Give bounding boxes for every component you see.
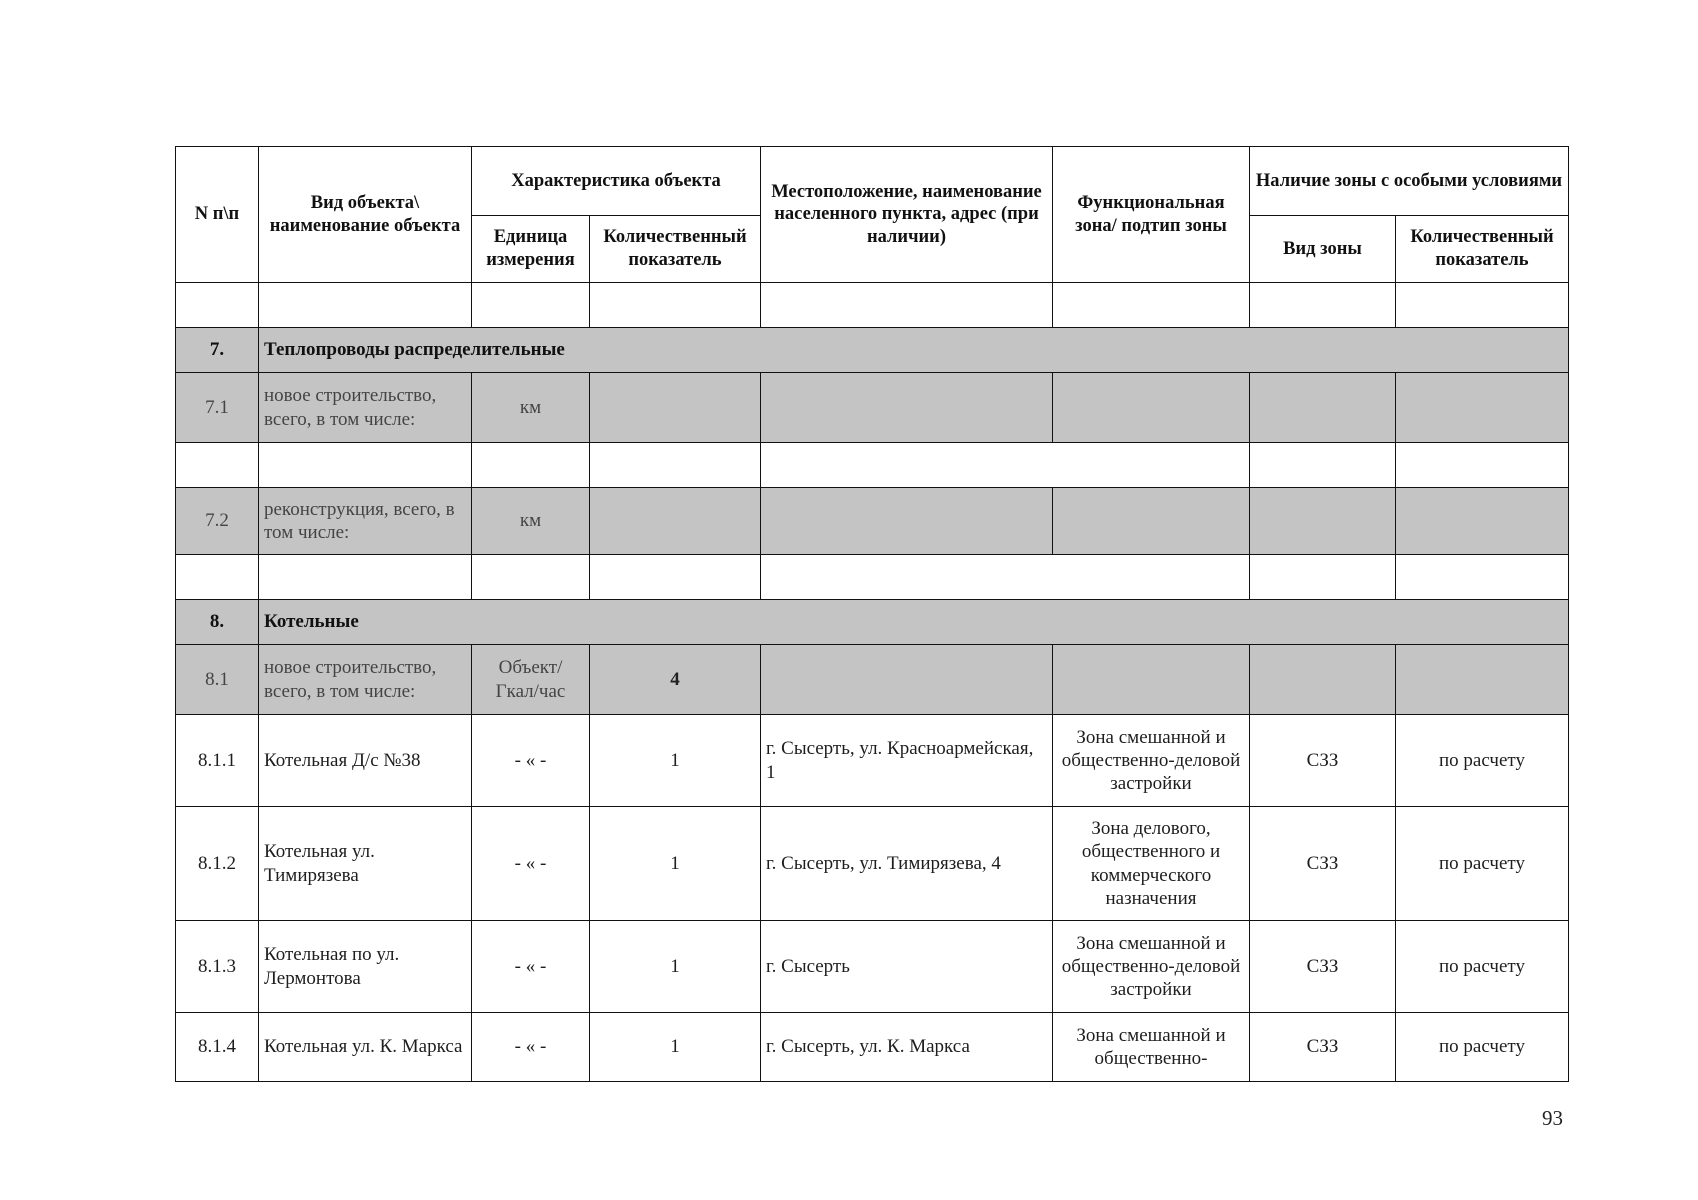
header-quantity: Количественный показатель: [590, 216, 761, 283]
header-unit: Единица измерения: [472, 216, 590, 283]
subsection-quantity: 4: [590, 645, 761, 715]
empty-row: [176, 443, 1569, 488]
subsection-quantity: [590, 373, 761, 443]
header-location: Местоположение, наименование населенного пункта, адрес (при наличии): [761, 147, 1053, 283]
location-cell: г. Сысерть: [761, 921, 1053, 1013]
zone-quantity-cell: по расчету: [1396, 715, 1569, 807]
header-object-type: Вид объекта\ наименование объекта: [259, 147, 472, 283]
section-row: [176, 600, 1569, 645]
object-name: Котельная ул. Тимирязева: [259, 807, 472, 921]
zone-type-cell: СЗЗ: [1250, 807, 1396, 921]
subsection-row: [176, 488, 1569, 555]
zone-cell: Зона смешанной и общественно-: [1053, 1013, 1250, 1082]
header-num: N п\п: [176, 147, 259, 283]
subsection-unit: км: [472, 488, 590, 555]
subsection-number: 7.2: [176, 488, 259, 555]
quantity-cell: 1: [590, 715, 761, 807]
page-number: 93: [1542, 1106, 1563, 1130]
quantity-cell: 1: [590, 807, 761, 921]
object-name: Котельная ул. К. Маркса: [259, 1013, 472, 1082]
row-number: 8.1.2: [176, 807, 259, 921]
zone-quantity-cell: по расчету: [1396, 921, 1569, 1013]
header-functional-zone: Функциональная зона/ подтип зоны: [1053, 147, 1250, 283]
empty-row: [176, 283, 1569, 328]
unit-cell: - « -: [472, 1013, 590, 1082]
header-special-zone: Наличие зоны с особыми условиями: [1250, 147, 1569, 216]
unit-cell: - « -: [472, 921, 590, 1013]
unit-cell: - « -: [472, 715, 590, 807]
subsection-name: реконструкция, всего, в том числе:: [259, 488, 472, 555]
subsection-row: [176, 373, 1569, 443]
location-cell: г. Сысерть, ул. Красноармейская, 1: [761, 715, 1053, 807]
quantity-cell: 1: [590, 921, 761, 1013]
zone-type-cell: СЗЗ: [1250, 921, 1396, 1013]
section-row: [176, 328, 1569, 373]
objects-table: [175, 146, 1569, 1082]
row-number: 8.1.1: [176, 715, 259, 807]
quantity-cell: 1: [590, 1013, 761, 1082]
header-zone-type: Вид зоны: [1250, 216, 1396, 283]
section-title: Теплопроводы распределительные: [259, 328, 590, 373]
section-number: 8.: [176, 600, 259, 645]
table-row: [176, 807, 1569, 921]
zone-cell: Зона делового, общественного и коммерческого назначения: [1053, 807, 1250, 921]
zone-type-cell: СЗЗ: [1250, 715, 1396, 807]
section-title: Котельные: [259, 600, 590, 645]
subsection-number: 8.1: [176, 645, 259, 715]
subsection-unit: км: [472, 373, 590, 443]
zone-type-cell: СЗЗ: [1250, 1013, 1396, 1082]
unit-cell: - « -: [472, 807, 590, 921]
table-row: [176, 715, 1569, 807]
subsection-unit: Объект/ Гкал/час: [472, 645, 590, 715]
zone-quantity-cell: по расчету: [1396, 807, 1569, 921]
zone-cell: Зона смешанной и общественно-деловой застройки: [1053, 715, 1250, 807]
subsection-name: новое строительство, всего, в том числе:: [259, 645, 472, 715]
subsection-name: новое строительство, всего, в том числе:: [259, 373, 472, 443]
section-number: 7.: [176, 328, 259, 373]
subsection-number: 7.1: [176, 373, 259, 443]
zone-quantity-cell: по расчету: [1396, 1013, 1569, 1082]
header-characteristic: Характеристика объекта: [472, 147, 761, 216]
table-row: [176, 1013, 1569, 1082]
location-cell: г. Сысерть, ул. Тимирязева, 4: [761, 807, 1053, 921]
object-name: Котельная по ул. Лермонтова: [259, 921, 472, 1013]
subsection-quantity: [590, 488, 761, 555]
row-number: 8.1.4: [176, 1013, 259, 1082]
empty-row: [176, 555, 1569, 600]
subsection-row: [176, 645, 1569, 715]
header-zone-quantity: Количественный показатель: [1396, 216, 1569, 283]
table-row: [176, 921, 1569, 1013]
row-number: 8.1.3: [176, 921, 259, 1013]
object-name: Котельная Д/с №38: [259, 715, 472, 807]
location-cell: г. Сысерть, ул. К. Маркса: [761, 1013, 1053, 1082]
zone-cell: Зона смешанной и общественно-деловой застройки: [1053, 921, 1250, 1013]
